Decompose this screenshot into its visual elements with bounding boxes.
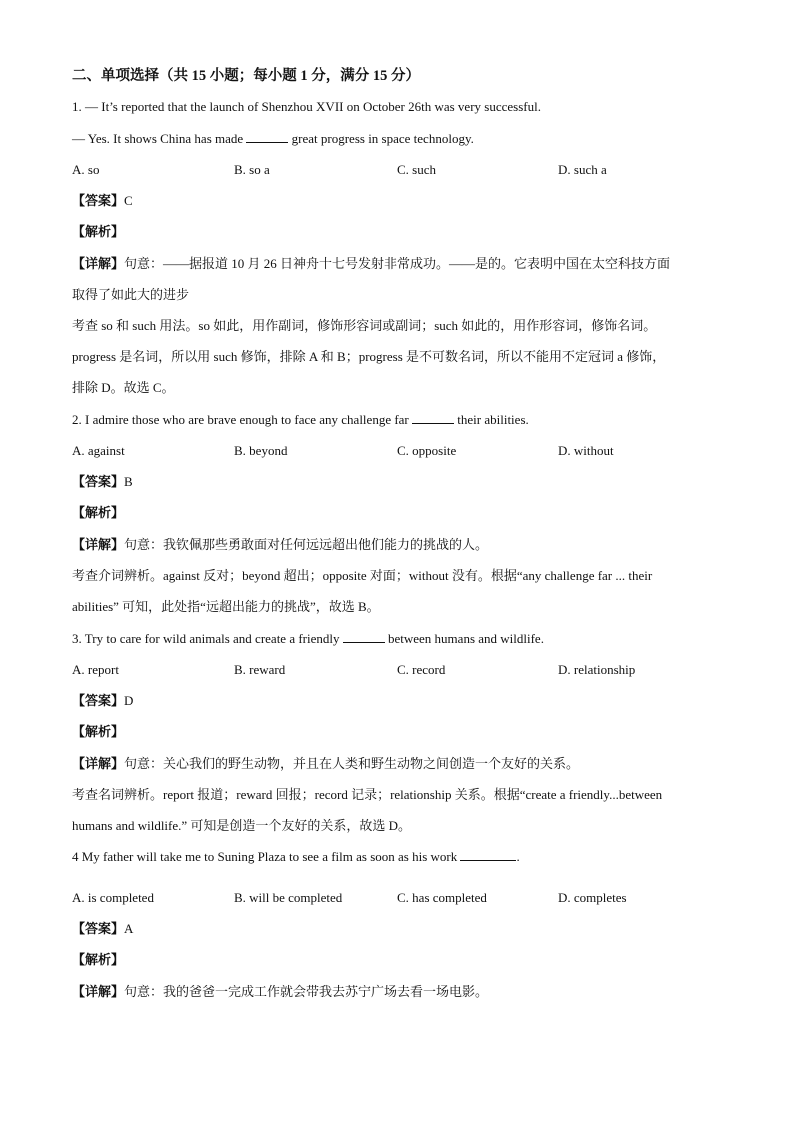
option-a: A. is completed (72, 890, 154, 905)
question-3-options (72, 660, 722, 680)
question-4-stem (72, 847, 520, 867)
detail-text: abilities” 可知，此处指“远超出能力的挑战”，故选 B。 (72, 599, 380, 614)
question-1-detail-line (72, 254, 670, 274)
detail-text: progress 是名词，所以用 such 修饰，排除 A 和 B；progress 是不可数名词，所以不能用不定冠词 a 修饰， (72, 349, 666, 364)
option-b: B. will be completed (234, 890, 343, 905)
option-c: C. opposite (397, 443, 457, 458)
option-d: D. without (558, 443, 614, 458)
question-1-stem2-pre: — Yes. It shows China has made (72, 131, 247, 146)
question-4-detail-line (72, 982, 488, 1002)
detail-text: humans and wildlife.” 可知是创造一个友好的关系，故选 D。 (72, 818, 412, 833)
question-2-stem-pre: 2. I admire those who are brave enough to face any challenge far (72, 412, 413, 427)
answer-label: 【答案】 (72, 193, 125, 208)
question-4-stem-pre: 4 My father will take me to Suning Plaza to see a film as soon as his work (72, 849, 461, 864)
question-3-stem-post: between humans and wildlife. (384, 631, 544, 646)
option-c: C. record (397, 662, 446, 677)
detail-text: 句意：我的爸爸一完成工作就会带我去苏宁广场去看一场电影。 (124, 984, 489, 999)
detail-text: 考查 so 和 such 用法。so 如此，用作副词，修饰形容词或副词；such 如此的，用作形容词，修饰名词。 (72, 318, 657, 333)
answer-blank (412, 411, 454, 424)
question-3-answer (72, 691, 133, 711)
option-d: D. completes (558, 890, 627, 905)
question-1-stem-line2 (72, 129, 474, 149)
option-b: B. beyond (234, 443, 288, 458)
detail-label: 【详解】 (72, 537, 125, 552)
answer-label: 【答案】 (72, 921, 125, 936)
section-title: 二、单项选择（共 15 小题；每小题 1 分，满分 15 分） (72, 68, 420, 84)
question-2-stem (72, 410, 529, 430)
analysis-label: 【解析】 (72, 952, 125, 967)
answer-value: D (124, 693, 134, 708)
option-b: B. so a (234, 162, 270, 177)
option-d: D. relationship (558, 662, 636, 677)
detail-label: 【详解】 (72, 256, 125, 271)
answer-label: 【答案】 (72, 474, 125, 489)
question-1-stem2-post: great progress in space technology. (288, 131, 474, 146)
question-1-answer (72, 191, 133, 211)
analysis-label: 【解析】 (72, 224, 125, 239)
question-2-stem-post: their abilities. (454, 412, 529, 427)
option-b: B. reward (234, 662, 286, 677)
analysis-label: 【解析】 (72, 724, 125, 739)
answer-blank (246, 130, 288, 143)
question-3-stem (72, 629, 544, 649)
detail-text: 句意：我钦佩那些勇敢面对任何远远超出他们能力的挑战的人。 (124, 537, 489, 552)
question-3-detail-line (72, 754, 579, 774)
option-c: C. such (397, 162, 436, 177)
detail-text: 排除 D。故选 C。 (72, 380, 175, 395)
detail-label: 【详解】 (72, 984, 125, 999)
question-1-stem: 1. — It’s reported that the launch of Shenzhou XVII on October 26th was very successful. (72, 99, 541, 114)
answer-value: B (124, 474, 133, 489)
question-3-stem-pre: 3. Try to care for wild animals and create a friendly (72, 631, 343, 646)
answer-value: C (124, 193, 133, 208)
question-4-options (72, 888, 722, 908)
question-4-stem-post: . (516, 849, 520, 864)
answer-label: 【答案】 (72, 693, 125, 708)
option-c: C. has completed (397, 890, 487, 905)
question-4-answer (72, 919, 133, 939)
option-a: A. so (72, 162, 100, 177)
detail-text: 取得了如此大的进步 (72, 287, 190, 302)
option-a: A. against (72, 443, 125, 458)
answer-blank (343, 630, 385, 643)
option-a: A. report (72, 662, 119, 677)
answer-blank (460, 848, 516, 861)
answer-value: A (124, 921, 134, 936)
detail-text: 考查介词辨析。against 反对；beyond 超出；opposite 对面；without 没有。根据“any challenge far ... their (72, 568, 653, 583)
analysis-label: 【解析】 (72, 505, 125, 520)
option-d: D. such a (558, 162, 607, 177)
question-1-options (72, 160, 722, 180)
question-2-options (72, 441, 722, 461)
detail-text: 考查名词辨析。report 报道；reward 回报；record 记录；relationship 关系。根据“create a friendly...between (72, 787, 663, 802)
question-2-answer (72, 472, 133, 492)
detail-text: 句意：关心我们的野生动物，并且在人类和野生动物之间创造一个友好的关系。 (124, 756, 580, 771)
detail-label: 【详解】 (72, 756, 125, 771)
detail-text: 句意：——据报道 10 月 26 日神舟十七号发射非常成功。——是的。它表明中国在太空科技方面 (124, 256, 671, 271)
question-2-detail-line (72, 535, 488, 555)
